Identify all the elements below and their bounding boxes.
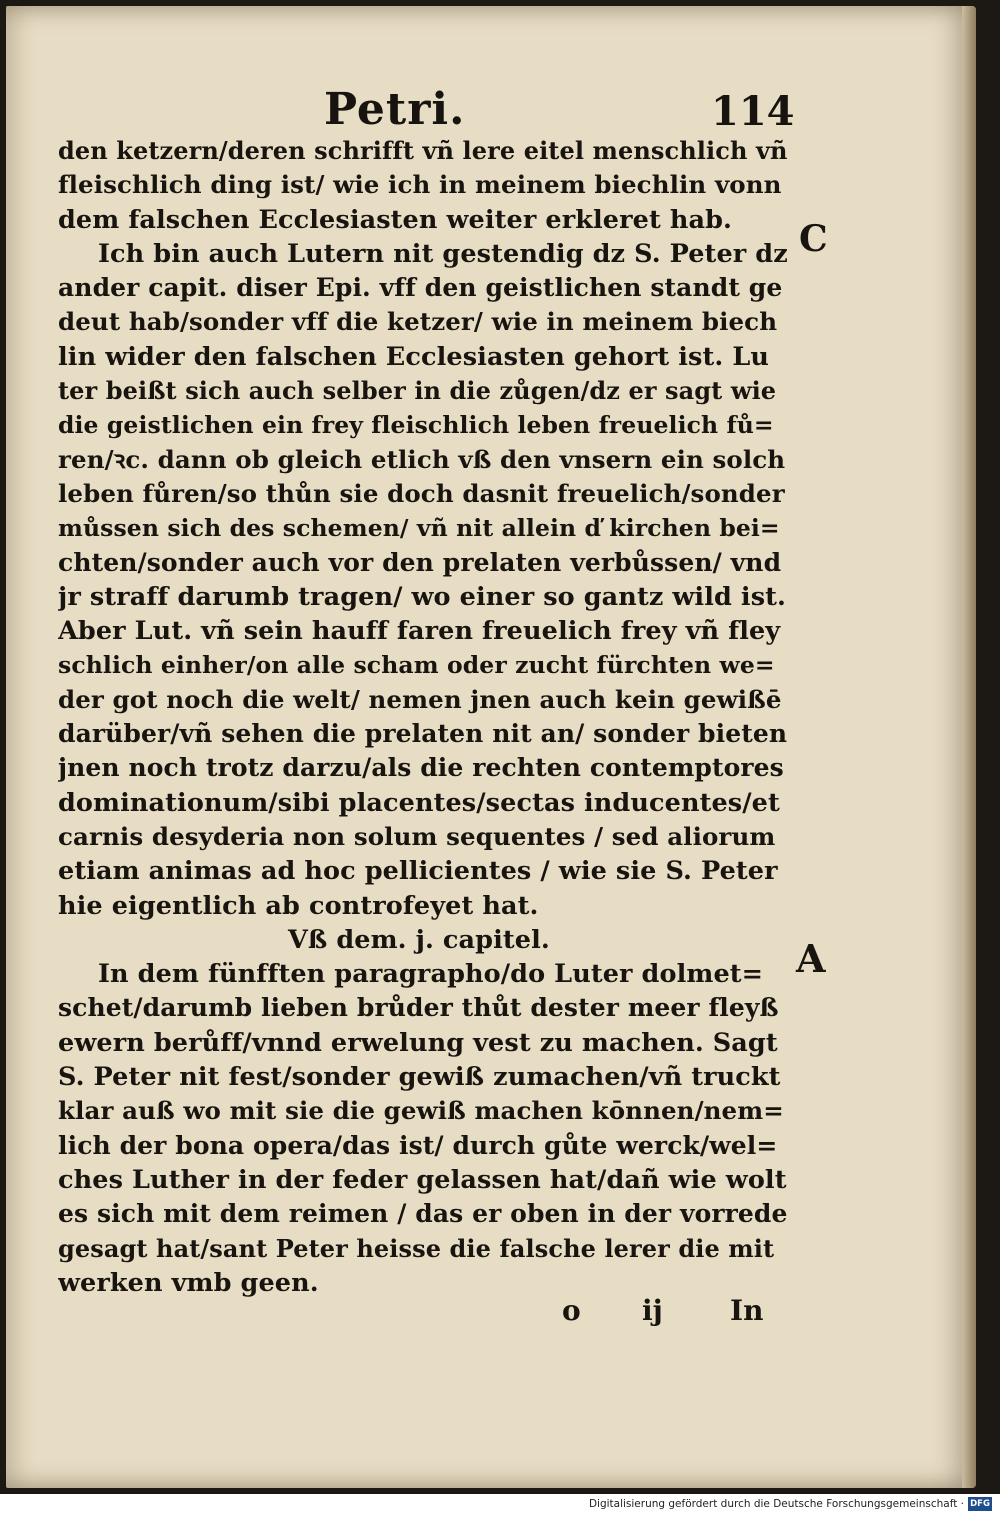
text-line: Aber Lut. vñ sein hauff faren freuelich frey vñ fley <box>58 616 781 647</box>
digitization-footer <box>0 1494 1000 1516</box>
folio-number: 114 <box>711 88 795 135</box>
text-line: schlich einher/on alle scham oder zucht fürchten we= <box>58 651 775 680</box>
text-line: lich der bona opera/das ist/ durch gůte werck/wel= <box>58 1130 778 1160</box>
text-line: carnis desyderia non solum sequentes / sed aliorum <box>58 821 776 851</box>
text-line: leben fůren/so thůn sie doch dasnit freuelich/sonder <box>58 478 785 508</box>
text-line: ander capit. diser Epi. vff den geistlichen standt ge <box>58 273 783 303</box>
text-line: etiam animas ad hoc pellicientes / wie sie S. Peter <box>58 856 778 887</box>
text-line: werken vmb geen. <box>58 1267 319 1298</box>
text-line: ren/ꝛc. dann ob gleich etlich vß den vnsern ein solch <box>58 444 786 474</box>
text-line: Ich bin auch Lutern nit gestendig dz S. Peter dz <box>98 238 788 269</box>
text-line: ches Luther in der feder gelassen hat/dañ wie wolt <box>58 1164 787 1195</box>
text-line: klar auß wo mit sie die gewiß machen kōnnen/nem= <box>58 1096 784 1126</box>
signature-number: ij <box>642 1294 663 1327</box>
margin-note-c: C <box>799 218 828 260</box>
text-line: S. Peter nit fest/sonder gewiß zumachen/vñ truckt <box>58 1062 781 1093</box>
signature-mark: o <box>562 1294 581 1327</box>
margin-note-a: A <box>796 936 826 981</box>
text-line: den ketzern/deren schrifft vñ lere eitel menschlich vñ <box>58 136 788 165</box>
text-line: jnen noch trotz darzu/als die rechten contemptores <box>58 753 784 783</box>
text-line: deut hab/sonder vff die ketzer/ wie in meinem biech <box>58 307 778 337</box>
text-line: In dem fünfften paragrapho/do Luter dolmet= <box>98 959 764 990</box>
catchword: In <box>730 1294 764 1327</box>
text-line: der got noch die welt/ nemen jnen auch kein gewißē <box>58 684 782 714</box>
text-line: schet/darumb lieben brůder thůt dester meer fleyß <box>58 993 779 1023</box>
page-edge <box>962 6 976 1488</box>
book-page <box>6 6 976 1488</box>
text-line: darüber/vñ sehen die prelaten nit an/ sonder bieten <box>58 719 788 749</box>
text-line: dominationum/sibi placentes/sectas inducentes/et <box>58 787 780 818</box>
text-line: gesagt hat/sant Peter heisse die falsche lerer die mit <box>58 1233 775 1263</box>
dfg-logo: DFG <box>968 1497 992 1511</box>
text-line: jr straff darumb tragen/ wo einer so gantz wild ist. <box>58 581 787 612</box>
text-line: ewern berůff/vnnd erwelung vest zu machen. Sagt <box>58 1027 778 1058</box>
text-line: hie eigentlich ab controfeyet hat. <box>58 890 539 921</box>
text-line: můssen sich des schemen/ vñ nit allein ď kirchen bei= <box>58 514 780 543</box>
chapter-heading: Vß dem. j. capitel. <box>288 924 550 955</box>
text-line: lin wider den falschen Ecclesiasten gehort ist. Lu <box>58 341 769 372</box>
text-line: chten/sonder auch vor den prelaten verbůssen/ vnd <box>58 547 782 577</box>
text-line: dem falschen Ecclesiasten weiter erkleret hab. <box>58 204 732 235</box>
text-line: fleischlich ding ist/ wie ich in meinem biechlin vonn <box>58 170 782 200</box>
funding-credit: Digitalisierung gefördert durch die Deutsche Forschungsgemeinschaft · <box>588 1498 964 1510</box>
text-line: ter beißt sich auch selber in die zůgen/dz er sagt wie <box>58 376 777 406</box>
running-title: Petri. <box>324 84 466 135</box>
text-line: die geistlichen ein frey fleischlich leben freuelich fů= <box>58 411 774 440</box>
body-text <box>58 134 788 1300</box>
text-line: es sich mit dem reimen / das er oben in der vorrede <box>58 1199 788 1229</box>
